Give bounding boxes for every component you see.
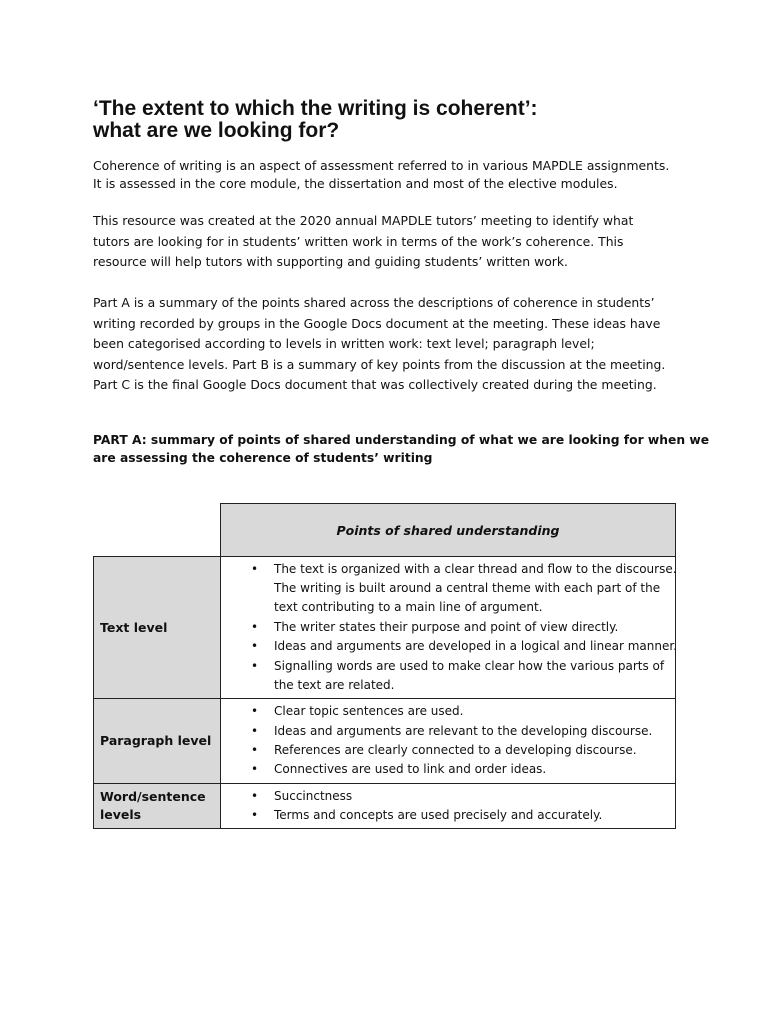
points-cell bbox=[221, 699, 676, 784]
bullet-icon: • bbox=[251, 808, 259, 822]
intro-paragraph-3 bbox=[93, 293, 693, 396]
bullet-icon: • bbox=[251, 704, 259, 719]
paragraph-line: writing recorded by groups in the Google Docs document at the meeting. These ideas have bbox=[93, 315, 661, 331]
table-row bbox=[94, 784, 676, 829]
row-label bbox=[94, 784, 221, 829]
bullet-text-line: The writer states their purpose and point of view directly. bbox=[274, 619, 619, 634]
bullet-text-line: The writing is built around a central theme with each part of the bbox=[274, 580, 661, 595]
table-header-row bbox=[94, 504, 676, 557]
part-a-heading bbox=[93, 431, 710, 467]
bullet-text-line: References are clearly connected to a developing discourse. bbox=[274, 743, 637, 757]
title-line: ‘The extent to which the writing is coherent’: bbox=[93, 97, 538, 120]
bullet-text-line: Ideas and arguments are relevant to the developing discourse. bbox=[274, 723, 653, 738]
paragraph-line: It is assessed in the core module, the dissertation and most of the elective modules. bbox=[93, 176, 618, 191]
bullet-icon: • bbox=[251, 762, 259, 777]
table-row bbox=[94, 699, 676, 784]
bullet-point bbox=[221, 722, 671, 741]
bullet-text-line: The text is organized with a clear thread and flow to the discourse. bbox=[274, 561, 677, 576]
row-label-line: levels bbox=[100, 807, 142, 822]
empty-corner-cell bbox=[94, 504, 221, 557]
paragraph-line: word/sentence levels. Part B is a summary of key points from the discussion at the meeting. bbox=[93, 356, 666, 372]
bullet-icon: • bbox=[251, 723, 259, 738]
points-cell bbox=[221, 784, 676, 829]
bullet-text-line: text contributing to a main line of argument. bbox=[274, 600, 543, 615]
row-label bbox=[94, 557, 221, 699]
points-cell bbox=[221, 557, 676, 699]
bullet-icon: • bbox=[251, 788, 259, 803]
bullet-point bbox=[221, 760, 671, 779]
bullet-point bbox=[221, 618, 671, 637]
shared-understanding-table bbox=[93, 503, 676, 829]
row-label bbox=[94, 699, 221, 784]
paragraph-line: Part A is a summary of the points shared across the descriptions of coherence in students’ bbox=[93, 295, 655, 310]
bullet-text-line: Connectives are used to link and order ideas. bbox=[274, 762, 547, 777]
bullet-text-line: Signalling words are used to make clear how the various parts of bbox=[274, 658, 665, 673]
heading-line: PART A: summary of points of shared understanding of what we are looking for when we bbox=[93, 433, 710, 447]
row-label-line: Text level bbox=[100, 619, 168, 635]
bullet-point bbox=[221, 741, 671, 760]
paragraph-line: Coherence of writing is an aspect of assessment referred to in various MAPDLE assignments. bbox=[93, 158, 670, 173]
bullet-text-line: Clear topic sentences are used. bbox=[274, 704, 464, 719]
bullet-list bbox=[221, 785, 675, 828]
bullet-icon: • bbox=[251, 658, 259, 673]
bullet-point bbox=[221, 637, 677, 656]
paragraph-line: been categorised according to levels in written work: text level; paragraph level; bbox=[93, 336, 595, 351]
bullet-point bbox=[221, 806, 671, 825]
bullet-icon: • bbox=[251, 619, 259, 634]
bullet-text-line: Succinctness bbox=[274, 788, 353, 803]
table-row bbox=[94, 557, 676, 699]
paragraph-line: Part C is the final Google Docs document that was collectively created during the meeting. bbox=[93, 377, 657, 392]
paragraph-line: resource will help tutors with supporting and guiding students’ written work. bbox=[93, 254, 568, 269]
bullet-point bbox=[221, 657, 671, 696]
bullet-icon: • bbox=[251, 639, 259, 654]
paragraph-line: tutors are looking for in students’ written work in terms of the work’s coherence. This bbox=[93, 233, 624, 249]
column-header: Points of shared understanding bbox=[221, 504, 676, 557]
row-label-line: Paragraph level bbox=[100, 733, 212, 748]
bullet-icon: • bbox=[251, 561, 259, 576]
title-line: what are we looking for? bbox=[93, 119, 340, 142]
bullet-list bbox=[221, 700, 675, 782]
bullet-text-line: the text are related. bbox=[274, 678, 395, 693]
bullet-point bbox=[221, 560, 677, 618]
intro-paragraph-1 bbox=[93, 157, 693, 193]
heading-line: are assessing the coherence of students’ writing bbox=[93, 451, 433, 465]
bullet-text-line: Ideas and arguments are developed in a logical and linear manner. bbox=[274, 639, 677, 654]
row-label-line: Word/sentence bbox=[100, 789, 206, 804]
bullet-point bbox=[221, 702, 671, 721]
intro-paragraph-2 bbox=[93, 211, 693, 273]
bullet-point bbox=[221, 787, 671, 806]
paragraph-line: This resource was created at the 2020 annual MAPDLE tutors’ meeting to identify what bbox=[93, 213, 634, 228]
bullet-text-line: Terms and concepts are used precisely and accurately. bbox=[274, 808, 603, 822]
document-title bbox=[93, 98, 693, 142]
bullet-list bbox=[221, 558, 675, 698]
bullet-icon: • bbox=[251, 743, 259, 757]
